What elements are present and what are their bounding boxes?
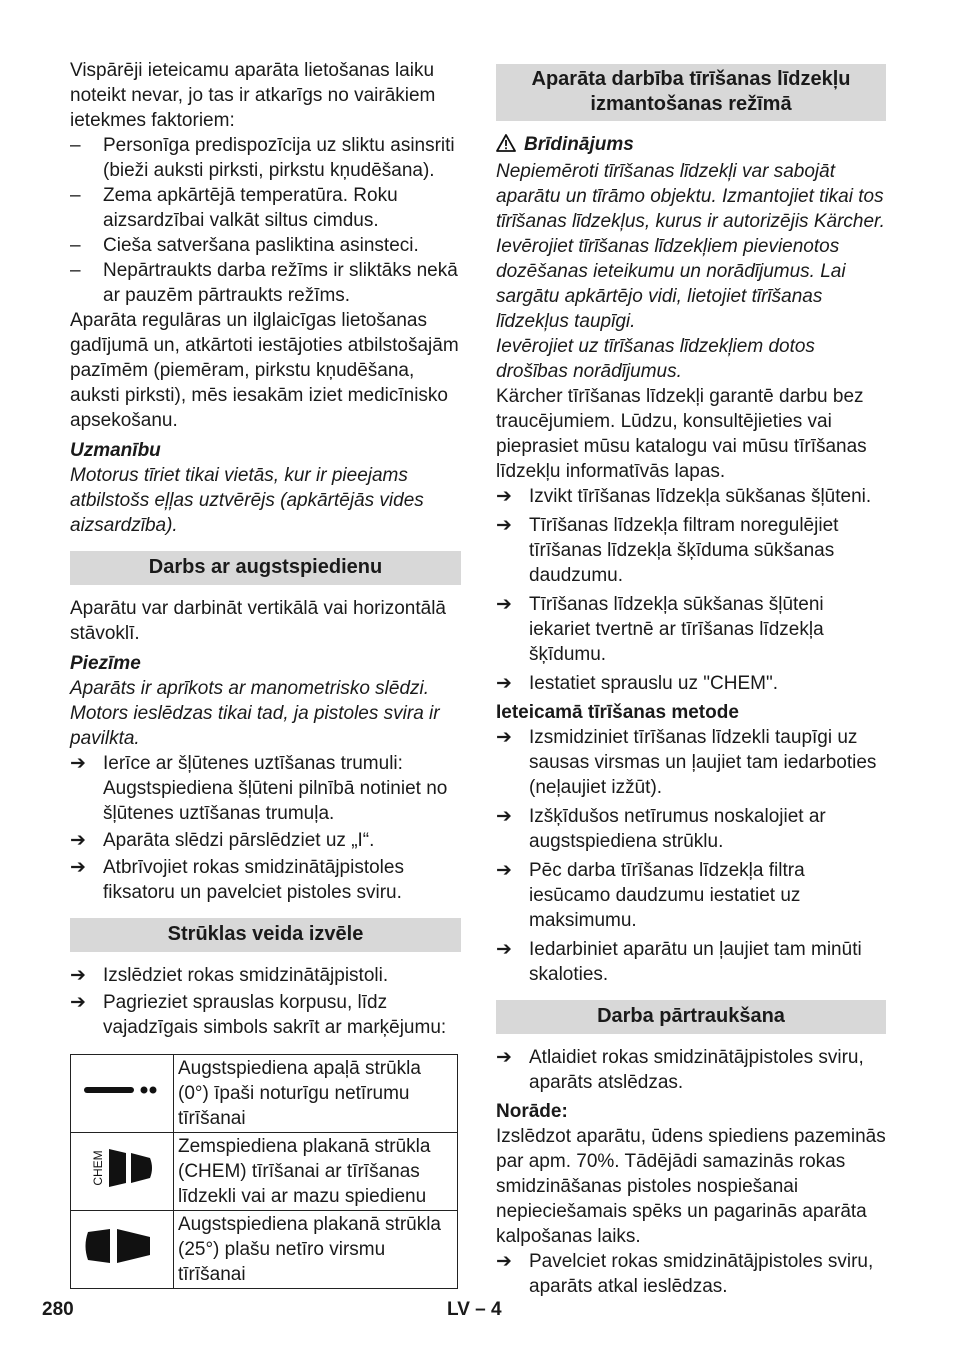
high-pressure-steps — [70, 751, 461, 905]
step-item — [496, 671, 886, 696]
detergent-steps — [496, 484, 886, 696]
nozzle-description: Augstspiediena apaļā strūkla (0°) īpaši noturīgu netīrumu tīrīšanai — [174, 1055, 458, 1133]
note-text: Aparāts ir aprīkots ar manometrisko slēdzi. Motors ieslēdzas tikai tad, ja pistoles svira ir pavilkta. — [70, 678, 440, 749]
warning-triangle-icon — [496, 134, 518, 159]
arrow-icon: ➔ — [496, 1251, 512, 1272]
step-item — [496, 937, 886, 987]
step-item — [70, 990, 461, 1040]
step-text: Izslēdziet rokas smidzinātājpistoli. — [103, 965, 389, 986]
section-heading-detergent-mode: Aparāta darbība tīrīšanas līdzekļu izmantošanas režīmā — [496, 64, 886, 121]
step-text: Aparāta slēdzi pārslēdziet uz „I“. — [103, 830, 375, 851]
step-item — [70, 963, 461, 988]
nozzle-description: Zemspiediena plakanā strūkla (CHEM) tīrīšanai ar tīrīšanas līdzekli vai ar mazu spiedienu — [174, 1133, 458, 1211]
step-text: Tīrīšanas līdzekļa filtram noregulējiet tīrīšanas līdzekļa šķīduma sūkšanas daudzumu. — [529, 515, 839, 586]
step-item — [496, 1045, 886, 1095]
step-text: Izsmidziniet tīrīšanas līdzekli taupīgi uz sausas virsmas un ļaujiet tam iedarboties (neļaujiet izžūt). — [529, 727, 877, 798]
left-column — [70, 58, 461, 1289]
dash-bullet: – — [70, 135, 81, 156]
step-item — [496, 592, 886, 667]
nozzle-table — [70, 1054, 458, 1289]
high-pressure-text: Aparātu var darbināt vertikālā vai horizontālā stāvoklī. — [70, 598, 446, 644]
arrow-icon: ➔ — [70, 965, 86, 986]
page-number: 280 — [42, 1299, 74, 1320]
list-item — [70, 258, 461, 308]
list-item — [70, 183, 461, 233]
method-steps — [496, 725, 886, 987]
warning-heading-text: Brīdinājums — [524, 134, 634, 155]
warning-heading — [496, 132, 886, 159]
arrow-icon: ➔ — [496, 486, 512, 507]
arrow-icon: ➔ — [70, 857, 86, 878]
arrow-icon: ➔ — [70, 830, 86, 851]
list-item — [70, 133, 461, 183]
section-heading-jet-selection: Strūklas veida izvēle — [70, 918, 461, 952]
table-row — [71, 1055, 458, 1133]
warning-text: Nepiemēroti tīrīšanas līdzekļi var sabojāt aparātu un tīrāmo objektu. Izmantojiet tikai tos tīrīšanas līdzekļus, kurus ir autorizējis Kärcher. Ievērojiet tīrīšanas līdzekļiem pievienotos dozēšanas ieteikumu un norādījumus. Lai sargātu apkārtējo vidi, lietojiet tīrīšanas līdzekļus taupīgi. — [496, 161, 885, 332]
step-item — [70, 828, 461, 853]
step-text: Iestatiet sprauslu uz "CHEM". — [529, 673, 778, 694]
caution-heading: Uzmanību — [70, 440, 161, 461]
step-item — [496, 725, 886, 800]
step-text: Iedarbiniet aparātu un ļaujiet tam minūti skaloties. — [529, 939, 862, 985]
hint-heading: Norāde: — [496, 1101, 568, 1122]
section-heading-interruption: Darba pārtraukšana — [496, 1000, 886, 1034]
regular-use-paragraph: Aparāta regulāras un ilglaicīgas lietošanas gadījumā un, atkārtoti iestājoties atbilstošajām pazīmēm (piemēram, pirkstu kņudēšana, auksti pirksti), mēs iesakām iziet medicīnisko apsekošanu. — [70, 310, 459, 431]
step-item — [496, 858, 886, 933]
method-heading: Ieteicamā tīrīšanas metode — [496, 702, 739, 723]
list-item-text: Personīga predispozīcija uz sliktu asinsriti (bieži auksti pirksti, pirkstu kņudēšana). — [103, 135, 455, 181]
step-item — [496, 484, 886, 509]
step-item — [496, 513, 886, 588]
arrow-icon: ➔ — [496, 515, 512, 536]
karcher-paragraph: Kärcher tīrīšanas līdzekļi garantē darbu bez traucējumiem. Lūdzu, konsultējieties vai pieprasiet mūsu katalogu vai mūsu tīrīšanas līdzekļu informatīvās lapas. — [496, 386, 867, 482]
wide-fan-jet-icon — [71, 1211, 174, 1289]
warning-text-safety: Ievērojiet uz tīrīšanas līdzekļiem dotos drošības norādījumus. — [496, 336, 815, 382]
table-row — [71, 1133, 458, 1211]
factors-list — [70, 133, 461, 308]
step-text: Ierīce ar šļūtenes uztīšanas trumuli: Augstspiediena šļūteni pilnībā notiniet no šļūtenes uztīšanas trumuļa. — [103, 753, 448, 824]
step-text: Izvikt tīrīšanas līdzekļa sūkšanas šļūteni. — [529, 486, 872, 507]
jet-steps — [70, 963, 461, 1040]
step-item — [496, 804, 886, 854]
chem-fan-jet-icon — [71, 1133, 174, 1211]
arrow-icon: ➔ — [496, 939, 512, 960]
dash-bullet: – — [70, 235, 81, 256]
step-text: Atbrīvojiet rokas smidzinātājpistoles fiksatoru un pavelciet pistoles sviru. — [103, 857, 404, 903]
hint-text: Izslēdzot aparātu, ūdens spiediens pazeminās par apm. 70%. Tādējādi samazinās rokas smidzināšanas pistoles nospiešanai nepieciešamais spēks un pagarinās aparāta kalpošanas laiks. — [496, 1126, 886, 1247]
step-text: Tīrīšanas līdzekļa sūkšanas šļūteni iekariet tvertnē ar tīrīšanas līdzekļa šķīdumu. — [529, 594, 824, 665]
arrow-icon: ➔ — [70, 753, 86, 774]
footer-section-label: LV – 4 — [447, 1299, 502, 1320]
dash-bullet: – — [70, 260, 81, 281]
table-row — [71, 1211, 458, 1289]
right-column — [496, 58, 886, 1303]
step-item — [70, 751, 461, 826]
nozzle-description: Augstspiediena plakanā strūkla (25°) plašu netīro virsmu tīrīšanai — [174, 1211, 458, 1289]
note-heading: Piezīme — [70, 653, 141, 674]
arrow-icon: ➔ — [496, 806, 512, 827]
step-text: Atlaidiet rokas smidzinātājpistoles sviru, aparāts atslēdzas. — [529, 1047, 864, 1093]
list-item-text: Cieša satveršana pasliktina asinsteci. — [103, 235, 419, 256]
chem-label: CHEM — [91, 1150, 106, 1186]
step-text: Pēc darba tīrīšanas līdzekļa filtra iesūcamo daudzumu iestatiet uz maksimumu. — [529, 860, 805, 931]
list-item-text: Zema apkārtējā temperatūra. Roku aizsardzībai valkāt siltus cimdus. — [103, 185, 398, 231]
step-text: Pavelciet rokas smidzinātājpistoles sviru, aparāts atkal ieslēdzas. — [529, 1251, 874, 1297]
arrow-icon: ➔ — [496, 594, 512, 615]
arrow-icon: ➔ — [70, 992, 86, 1013]
step-item — [70, 855, 461, 905]
step-text: Izšķīdušos netīrumus noskalojiet ar augstspiediena strūklu. — [529, 806, 826, 852]
arrow-icon: ➔ — [496, 673, 512, 694]
section-heading-high-pressure: Darbs ar augstspiedienu — [70, 551, 461, 585]
caution-text: Motorus tīriet tikai vietās, kur ir pieejams atbilstošs eļļas uztvērējs (apkārtējās vides aizsardzība). — [70, 465, 424, 536]
pencil-jet-icon — [71, 1055, 174, 1133]
arrow-icon: ➔ — [496, 1047, 512, 1068]
step-text: Pagrieziet sprauslas korpusu, līdz vajadzīgais simbols sakrīt ar marķējumu: — [103, 992, 447, 1038]
step-item — [496, 1249, 886, 1299]
arrow-icon: ➔ — [496, 860, 512, 881]
list-item — [70, 233, 461, 258]
list-item-text: Nepārtraukts darba režīms ir sliktāks nekā ar pauzēm pārtraukts režīms. — [103, 260, 458, 306]
arrow-icon: ➔ — [496, 727, 512, 748]
intro-paragraph: Vispārēji ieteicamu aparāta lietošanas laiku noteikt nevar, jo tas ir atkarīgs no vairākiem ietekmes faktoriem: — [70, 60, 436, 131]
dash-bullet: – — [70, 185, 81, 206]
